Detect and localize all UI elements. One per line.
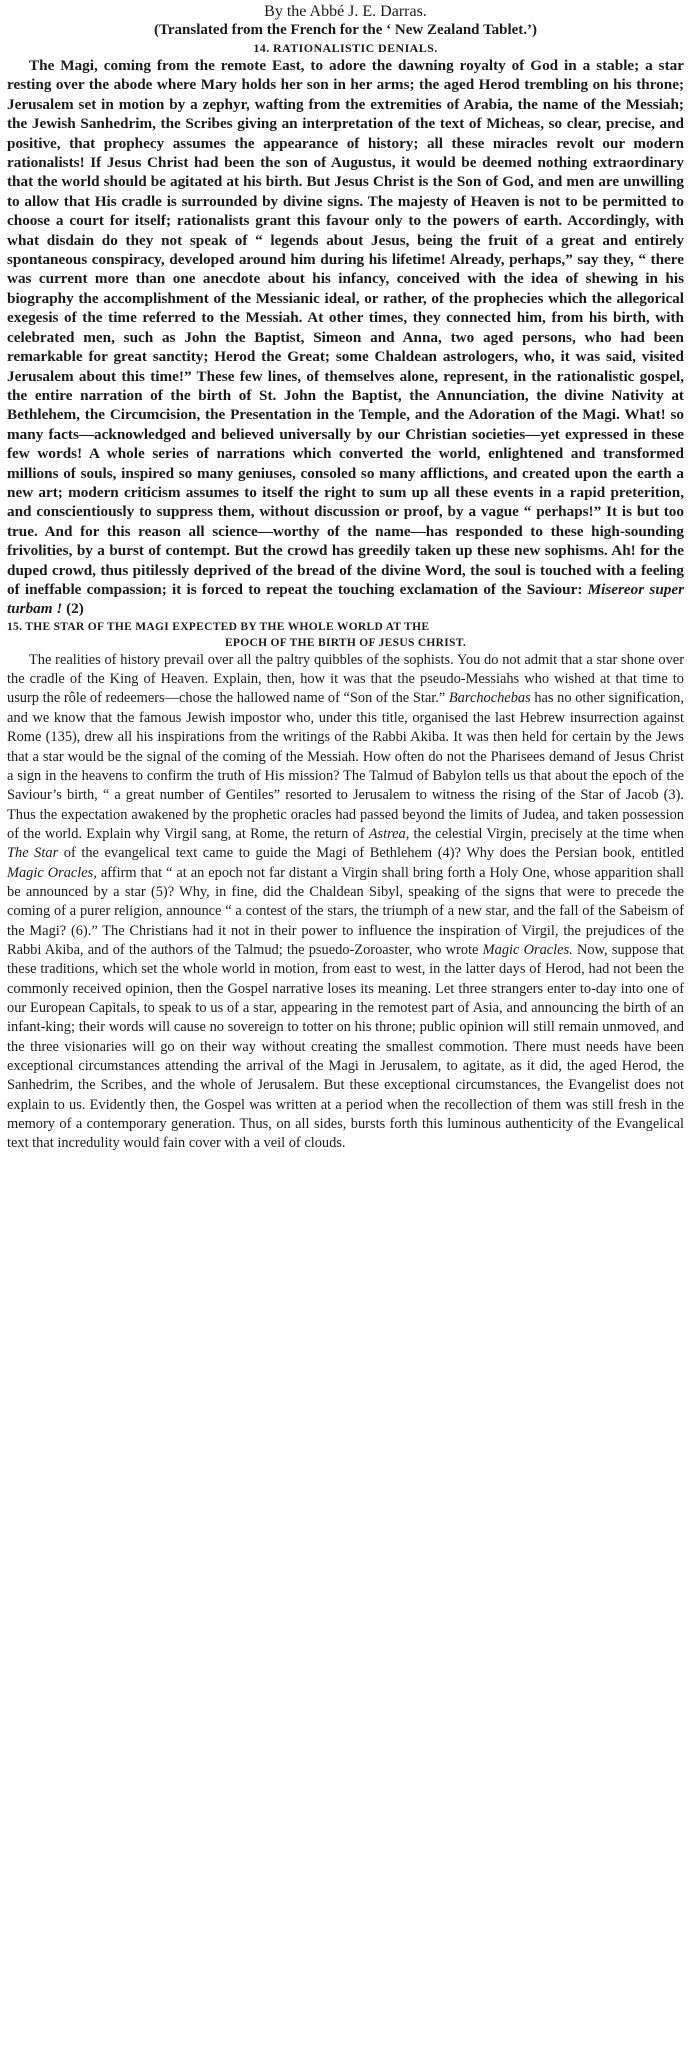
quote-misereor: Misereor super turbam !	[7, 580, 685, 618]
name-the-star: The Star	[7, 845, 59, 862]
section-15-body-c: of the evangelical text came to guide the Magi of Bethlehem (4)? Why does the Persian book, entitled	[63, 845, 684, 862]
section-15-heading-line1: 15. THE STAR OF THE MAGI EXPECTED BY THE WHOLE WORLD AT THE	[7, 620, 430, 633]
section-15-body-d: affirm that “ at an epoch not far distant a Virgin shall bring forth a Holy One, whose apparition shall be announced by a star (5)? Why, in fine, did the Chaldean Sibyl, speaking of the signs that were to precede the coming of a purer religion, announce “ a contest of the stars, the triumph of a new star, and the fall of the Sabeism of the Magi? (6).” The Christians had it not in their power to influence the inspiration of Virgil, the prejudices of the Rabbi Akiba, and of the authors of the Talmud; the psuedo-Zoroaster, who wrote	[7, 864, 684, 958]
name-astrea: Astrea,	[368, 825, 410, 842]
section-15-heading-line2: EPOCH OF THE BIRTH OF JESUS CHRIST.	[224, 636, 467, 649]
translation-note: (Translated from the French for the ‘ New Zealand Tablet.’)	[153, 22, 538, 38]
name-barcochebas: Barchochebas	[448, 690, 531, 707]
section-14-paragraph	[7, 56, 684, 619]
section-15-intro: The realities of history prevail over all the paltry quibbles of the sophists. You do not admit that a star shone over the cradle of the King of Heaven. Explain, then, how it was that the pseudo-Messiahs who wished at that time to usurp the rôle of redeemers—chose the hallowed name of “Son of the Star.”	[7, 651, 684, 707]
section-14-heading: 14. RATIONALISTIC DENIALS.	[253, 41, 438, 55]
section-15-body-a: has no other signification, and we know that the famous Jewish impostor who, under this title, organised the last Hebrew insurrection against Rome (135), drew all his inspirations from the writings of the Rabbi Akiba. It was then held for certain by the Jews that a star would be the signal of the coming of the Messiah. How often do not the Pharisees demand of Jesus Christ a sign in the heavens to confirm the truth of His mission? The Talmud of Babylon tells us that about the epoch of the Saviour’s birth, “ a great number of Gentiles” resorted to Jerusalem to witness the rising of the Star of Jacob (3). Thus the expectation awakened by the prophetic oracles had passed beyond the limits of Judea, and taken possession of the world. Explain why Virgil sang, at Rome, the return of	[7, 690, 684, 842]
name-magic-oracles-1: Magic Oracles,	[7, 864, 97, 881]
name-magic-oracles-2: Magic Oracles.	[482, 941, 573, 958]
section-15-paragraph	[7, 651, 684, 1154]
byline: By the Abbé J. E. Darras.	[264, 3, 427, 20]
section-15-body-e: Now, suppose that these traditions, which set the whole world in motion, from east to west, in the latter days of Herod, had not been the commonly received opinion, then the Gospel narrative loses its meaning. Let three strangers enter to-day into one of our European Capitals, to speak to us of a star, appearing in the remotest part of Asia, and announcing the birth of an infant-king; their words will cause no sovereign to totter on his throne; public opinion will still remain unmoved, and the three visionaries will go on their way without creating the smallest commotion. There must needs have been exceptional circumstances attending the arrival of the Magi in Jerusalem, to agitate, as it did, the aged Herod, the Sanhedrim, the Scribes, and the whole of Jerusalem. But these exceptional circumstances, the Evangelist does not explain to us. Evidently then, the Gospel was written at a period when the recollection of them was still fresh in the memory of a contemporary generation. Thus, on all sides, bursts forth this luminous authenticity of the Evangelical text that incredulity would fain cover with a veil of clouds.	[7, 941, 684, 1152]
section-15-body-b: the celestial Virgin, precisely at the time when	[413, 825, 684, 842]
section-14-body: The Magi, coming from the remote East, to adore the dawning royalty of God in a stable; a star resting over the abode where Mary holds her son in her arms; the aged Herod trembling on his throne; Jerusalem set in motion by a zephyr, wafting from the extremities of Arabia, the name of the Messiah; the Jewish Sanhedrim, the Scribes giving an interpretation of the text of Micheas, so clear, precise, and positive, that prophecy assumes the appearance of history; all these miracles revolt our modern rationalists! If Jesus Christ had been the son of Augustus, it would be deemed nothing extraordinary that the world should be agitated at his birth. But Jesus Christ is the Son of God, and men are unwilling to allow that His cradle is surrounded by divine signs. The majesty of Heaven is not to be permitted to choose a court for itself; rationalists grant this favour only to the powers of earth. Accordingly, with what disdain do they not speak of “ legends about Jesus, being the fruit of a great and entirely spontaneous conspiracy, developed around him during his lifetime! Already, perhaps,” say they, “ there was current more than one anecdote about his infancy, conceived with the idea of shewing in his biography the accomplishment of the Messianic ideal, or rather, of the prophecies which the allegorical exegesis of the time referred to the Messiah. At other times, they connected him, from his birth, with celebrated men, such as John the Baptist, Simeon and Anna, two aged persons, who had been remarkable for great sanctity; Herod the Great; some Chaldean astrologers, who, it was said, visited Jerusalem about this time!” These few lines, of themselves alone, represent, in the rationalistic gospel, the entire narration of the birth of St. John the Baptist, the Annunciation, the divine Nativity at Bethlehem, the Circumcision, the Presentation in the Temple, and the Adoration of the Magi. What! so many facts—acknowledged and believed universally by our Christian societies—yet expressed in these few words! A whole series of narrations which converted the world, enlightened and transformed millions of souls, inspired so many geniuses, consoled so many afflictions, and created upon the earth a new art; modern criticism assumes to itself the right to sum up all these events in a rapid preterition, and conscientiously to suppress them, without discussion or proof, by a vague “ perhaps!” It is but too true. And for this reason all science—worthy of the name—has responded to these high-sounding frivolities, by a burst of contempt. But the crowd has greedily taken up these new sophisms. Ah! for the duped crowd, thus pitilessly deprived of the bread of the divine Word, the soul is touched with a feeling of ineffable compassion; it is forced to repeat the touching exclamation of the Saviour:	[7, 57, 684, 598]
footnote-ref: (2)	[66, 600, 84, 618]
